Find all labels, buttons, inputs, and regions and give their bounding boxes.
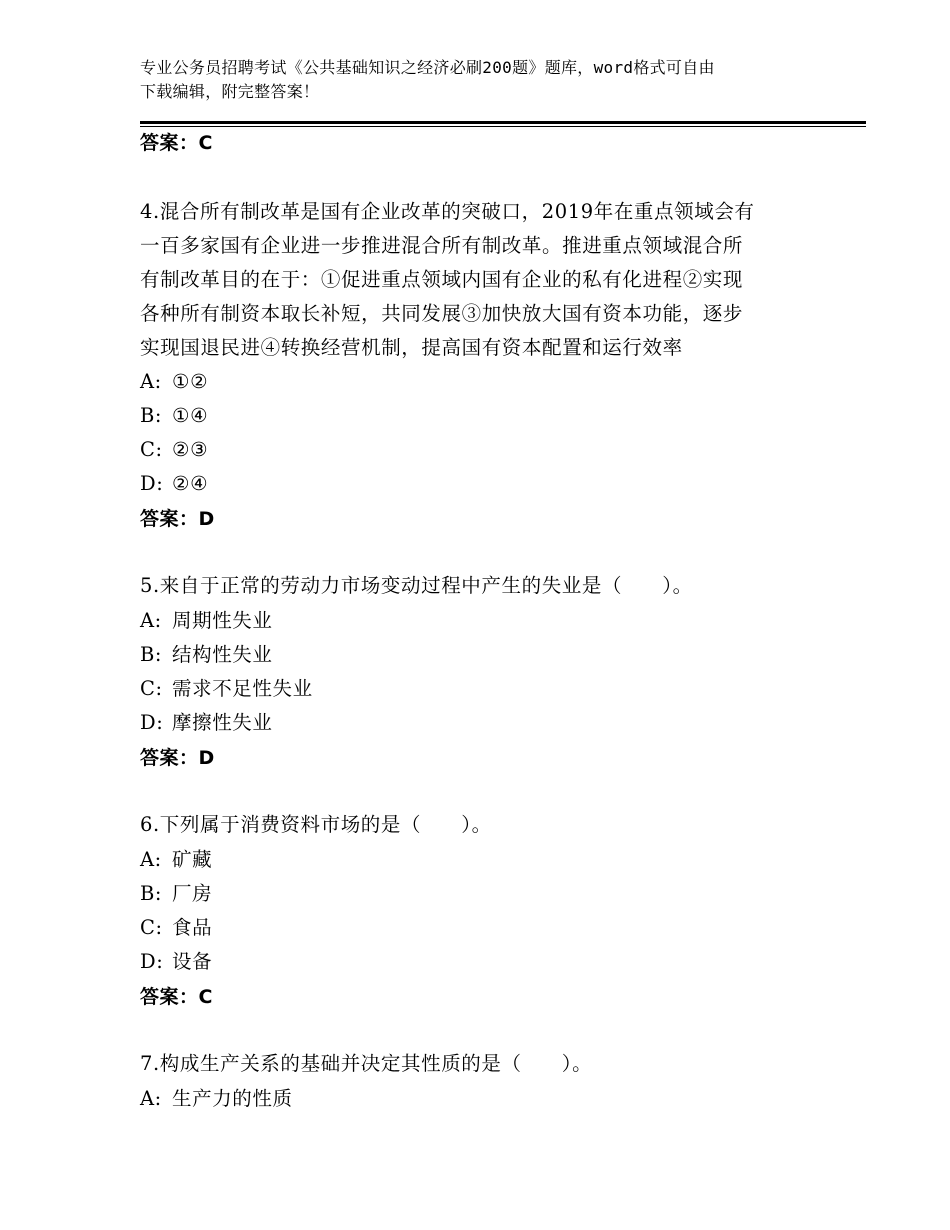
question-line: 各种所有制资本取长补短，共同发展③加快放大国有资本功能，逐步: [140, 302, 744, 325]
question-6-option-d: [140, 948, 212, 976]
option-text: ①②: [172, 370, 209, 393]
option-letter: C:: [140, 916, 163, 939]
option-letter: C:: [140, 438, 163, 461]
option-letter: D:: [140, 472, 164, 495]
option-text: 矿藏: [172, 848, 213, 871]
page-header: [140, 56, 820, 104]
option-text: 食品: [172, 916, 213, 939]
question-4-option-c: [140, 436, 208, 464]
option-letter: D:: [140, 711, 164, 734]
option-text: 生产力的性质: [172, 1087, 293, 1110]
question-5-option-c: [140, 675, 313, 703]
header-rule-thick: [140, 121, 866, 124]
option-text: ②④: [172, 472, 209, 495]
question-line: 6.下列属于消费资料市场的是（ ）。: [140, 813, 492, 836]
option-letter: B:: [140, 404, 163, 427]
option-letter: A:: [140, 609, 162, 632]
question-6-option-b: [140, 880, 212, 908]
question-6-text: [140, 808, 810, 842]
answer-q6: 答案：C: [140, 986, 213, 1008]
question-line: 有制改革目的在于：①促进重点领域内国有企业的私有化进程②实现: [140, 268, 744, 291]
option-text: 厂房: [172, 882, 213, 905]
option-letter: A:: [140, 1087, 162, 1110]
question-5-option-d: [140, 709, 273, 737]
question-5-option-a: [140, 607, 273, 635]
option-text: 结构性失业: [172, 643, 273, 666]
option-letter: D:: [140, 950, 164, 973]
header-rule-thin: [140, 126, 866, 127]
answer-q4: 答案：D: [140, 508, 215, 530]
question-line: 7.构成生产关系的基础并决定其性质的是（ ）。: [140, 1052, 593, 1075]
option-letter: A:: [140, 370, 162, 393]
option-text: 摩擦性失业: [172, 711, 273, 734]
question-5-option-b: [140, 641, 273, 669]
header-line-2: 下载编辑，附完整答案！: [140, 82, 320, 101]
question-6-option-c: [140, 914, 212, 942]
question-4-option-d: [140, 470, 208, 498]
answer-q3: 答案：C: [140, 132, 213, 154]
header-line-1: 专业公务员招聘考试《公共基础知识之经济必刷200题》题库，word格式可自由: [140, 58, 715, 77]
answer-q5: 答案：D: [140, 747, 215, 769]
question-4-option-b: [140, 402, 208, 430]
option-text: 需求不足性失业: [172, 677, 313, 700]
question-line: 4.混合所有制改革是国有企业改革的突破口，2019年在重点领域会有: [140, 200, 755, 223]
option-letter: B:: [140, 882, 163, 905]
option-text: ②③: [172, 438, 209, 461]
question-7-option-a: [140, 1085, 293, 1113]
question-line: 一百多家国有企业进一步推进混合所有制改革。推进重点领域混合所: [140, 234, 744, 257]
question-4-text: [140, 195, 810, 365]
question-5-text: [140, 569, 810, 603]
option-letter: C:: [140, 677, 163, 700]
question-line: 5.来自于正常的劳动力市场变动过程中产生的失业是（ ）。: [140, 574, 693, 597]
option-text: 周期性失业: [172, 609, 273, 632]
option-letter: B:: [140, 643, 163, 666]
question-7-text: [140, 1047, 810, 1081]
question-line: 实现国退民进④转换经营机制，提高国有资本配置和运行效率: [140, 336, 683, 359]
question-6-option-a: [140, 846, 212, 874]
option-text: 设备: [172, 950, 213, 973]
option-letter: A:: [140, 848, 162, 871]
question-4-option-a: [140, 368, 208, 396]
option-text: ①④: [172, 404, 209, 427]
